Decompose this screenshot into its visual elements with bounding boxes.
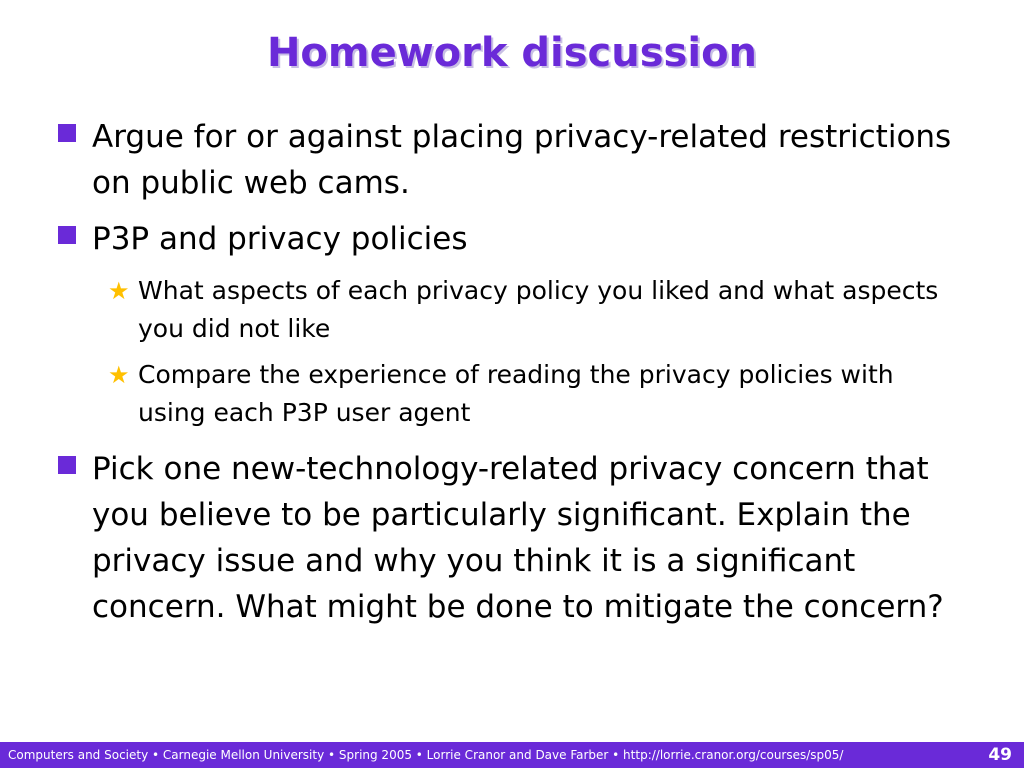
star-icon: ★ <box>108 361 130 389</box>
square-bullet-icon <box>58 456 76 474</box>
slide-title: Homework discussion <box>266 30 758 76</box>
square-bullet-icon <box>58 226 76 244</box>
bullet-item-web-cams <box>58 114 958 206</box>
bullet-text: P3P and privacy policies <box>92 221 468 257</box>
sub-bullet-item-compare <box>58 356 958 432</box>
bullet-item-p3p <box>58 216 958 262</box>
footer-text: Computers and Society • Carnegie Mellon University • Spring 2005 • Lorrie Cranor and Dave Farber • http://lorrie.cranor.org/courses/sp05/ <box>8 748 844 762</box>
sub-bullet-text: What aspects of each privacy policy you liked and what aspects you did not like <box>138 276 939 343</box>
square-bullet-icon <box>58 124 76 142</box>
footer-bar <box>0 742 1024 768</box>
bullet-text: Pick one new-technology-related privacy concern that you believe to be particularly significant. Explain the privacy issue and why you think it is a significant concern. What might be done to mitigate the concern? <box>92 451 944 625</box>
sub-bullet-item-aspects <box>58 272 958 348</box>
bullet-list <box>58 114 958 640</box>
bullet-text: Argue for or against placing privacy-related restrictions on public web cams. <box>92 119 952 201</box>
bullet-item-privacy-concern <box>58 446 958 630</box>
star-icon: ★ <box>108 277 130 305</box>
page-number: 49 <box>988 745 1012 765</box>
sub-bullet-text: Compare the experience of reading the privacy policies with using each P3P user agent <box>138 360 894 427</box>
